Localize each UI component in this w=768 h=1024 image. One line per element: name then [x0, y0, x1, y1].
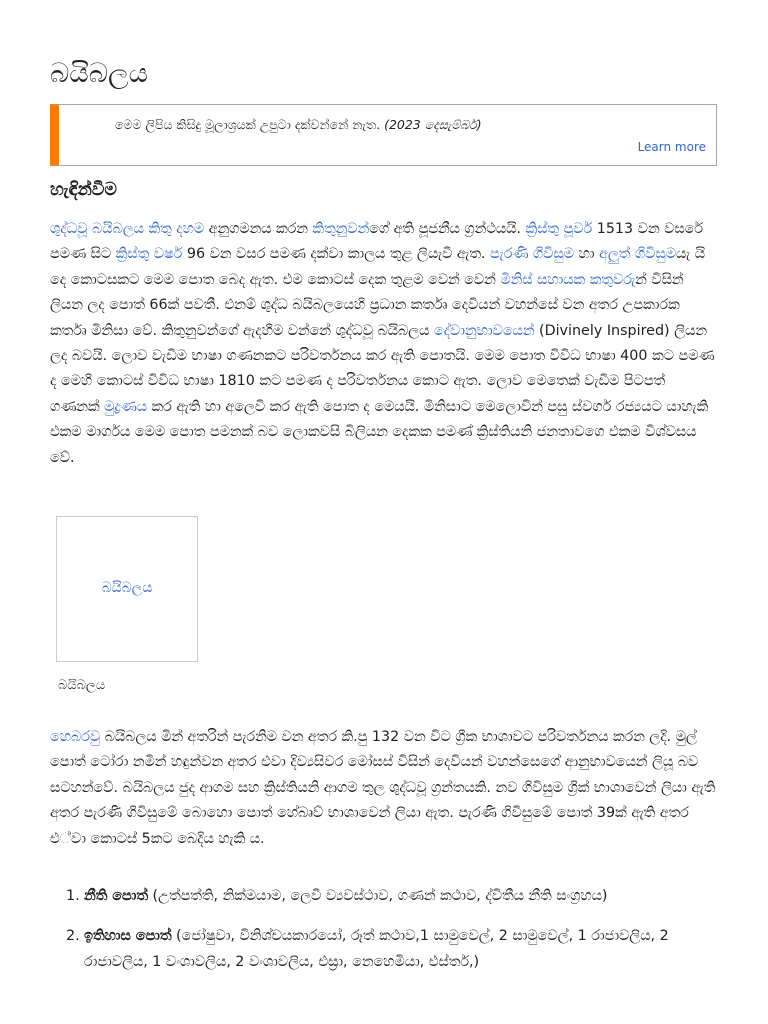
link-hebrew[interactable]: හෙබරවු	[50, 729, 101, 745]
notice-date: (2023 දෙසැම්බර්)	[384, 117, 482, 132]
link-printing[interactable]: මුද්‍රණය	[104, 398, 148, 415]
link-new-testament[interactable]: අලුත් ගිවිසුම	[599, 246, 676, 263]
link-christianity[interactable]: කිතු දහම	[148, 221, 205, 237]
intro-text-9: කර ඇති හා අලෙවි කර ඇති පොත ද මෙයයි. මිනිසාට මෙලොවින් පසු ස්වර්ග රජ්‍යයට යාහැකි එකම මාර්ගය මෙම පොත පමනක් බව ලොකවසි බිලියන දෙකක පමණ් ක්‍රිස්තියනි ජනතාවගෙ එකම විශ්වසය වේ.	[50, 398, 709, 466]
link-before-christ[interactable]: ක්‍රිස්තු පූර්ව	[525, 221, 593, 237]
list-item	[50, 884, 718, 909]
intro-text-3: 1513 වන වසරේ පමණ සිට	[50, 221, 704, 263]
bible-image-frame[interactable]	[56, 516, 198, 662]
intro-text-8: (Divinely Inspired) ලියන ලද බවයි. ලොව වැඩිම භාෂා ගණනකට පරිවර්තනය කර ඇති පොතයි. මෙම පොත විවිධ භාෂා 400 කට පමණ ද මෙහි කොටස් විවිධ භාෂා 1810 කට පමණ ද පරිවර්තනය කොට ඇත. ලොව මෙතෙක් වැඩිම පිටපත් ගණනක්	[50, 322, 715, 415]
section-heading-introduction: හැඳින්වීම	[50, 180, 117, 200]
list-item-name: ඉතිහාස පොත්	[84, 928, 172, 945]
list-item	[50, 924, 718, 975]
intro-text-1: අනුගමනය කරන	[204, 221, 313, 237]
hebrew-bible-paragraph	[50, 725, 718, 852]
link-holy-bible[interactable]: ශුද්ධවූ බයිබලය	[50, 221, 144, 237]
bible-image-link[interactable]: බයිබලය	[101, 580, 153, 596]
list-item-number: 2.	[66, 928, 80, 945]
learn-more-link[interactable]: Learn more	[637, 140, 706, 154]
old-testament-divisions-list	[50, 884, 718, 990]
figure-caption: බයිබලය	[58, 678, 106, 693]
list-item-detail: (ජෝෂුවා, විනිශ්චයකාරයෝ, රූත් කථාව,1 සාමුවෙල්, 2 සාමුවෙල්, 1 රාජාවලිය, 2 රාජාවලිය, 1 වංශාවලිය, 2 වංශාවලිය, එස්‍රා, නෙහෙමියා, එස්තර්,)	[84, 928, 669, 970]
link-anno-domini[interactable]: ක්‍රිස්තු වර්ෂ	[115, 246, 183, 263]
page-title: බයිබලය	[50, 58, 149, 89]
intro-text-4: 96 වන වසර පමණ දක්වා කාලය තුළ ලියැවී ඇත.	[182, 246, 491, 263]
link-human-authors[interactable]: මිනිස් සහායක කතුවරු	[500, 271, 636, 288]
intro-paragraph	[50, 217, 718, 471]
list-item-detail: (උත්පත්ති, නික්මයාම, ලෙවී ව්‍යවස්ථාව, ගණන් කථාව, ද්විතීය නීති සංග්‍රහය)	[147, 888, 608, 904]
intro-text-2: ගේ අති පූජනීය ග්‍රන්ථයයි.	[369, 221, 526, 237]
unreferenced-notice-box	[50, 104, 717, 166]
link-divine-inspiration[interactable]: දේවානුභාවයෙන්	[433, 322, 535, 339]
notice-text	[115, 117, 482, 133]
list-item-name: නීති පොත්	[84, 888, 148, 904]
list-item-number: 1.	[66, 888, 80, 904]
intro-text-7: න් විසින් ලියන ලද පොත් 66ක් පවතී. එනම් ශුද්ධ බයිබලයෙහි ප්‍රධාන කර්තෘ දෙවියන් වහන්සේ වන අතර උපකාරක කර්තෘ මිනිසා වේ. කිතුනුවන්ගේ ඇදහීම වන්නේ ශුද්ධවූ බයිබලය	[50, 271, 684, 339]
notice-message: මෙම ලිපිය කිසිදු මූලාශ්‍රයක් උපුටා දක්වන්නේ නැත.	[115, 117, 381, 132]
intro-text-5: හා	[574, 246, 600, 263]
intro-text-6: යැ යි දෙ කොටසකට මෙම පොත බෙද ඇත. එම කොටස් දෙක තුළම වෙන් වෙන්	[50, 246, 706, 288]
hebrew-paragraph-text: බයිබලය මින් අතරින් පැරනිම වන අතර කි.පු 132 වන විට ග්‍රීක භාශාවට පරිවර්තනය කරන ලදි. මුල් පොත් ටෝරා නමින් හඳුන්වන අතර එවා දිව්‍යසිවර මෝසස් විසින් දෙවියන් වහන්සෙගේ ආනුභාවයෙන් ලියූ බව සටහන්වේ. බයිබලය ජුද ආගම සහ ක්‍රිස්තියනි ආගම තුල ශුද්ධවූ ග්‍රන්තයකි. නව ගිවිසුම ග්‍රික් භාශාවෙන් ලියා ඇති අතර පැරණි ගිවිසුමේ බොහො පොත් හේබ්‍රුව් භාශාවෙන් ලියා ඇත. පැරණි ගිවිසුමේ පොත් 39ක් ඇති අතර එ්වා කොටස් 5කට බෙදිය හැකි ය.	[50, 729, 716, 847]
link-old-testament[interactable]: පැරණි ගිවිසුම	[490, 246, 574, 263]
link-christians[interactable]: කිතුනුවන්	[312, 221, 370, 237]
